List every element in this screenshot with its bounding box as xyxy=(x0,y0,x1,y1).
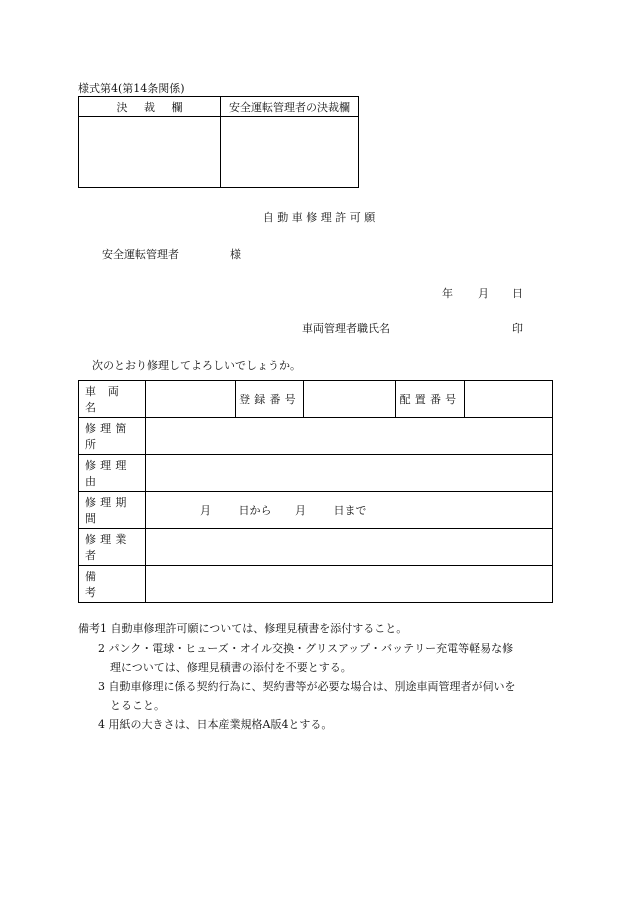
seal-mark: 印 xyxy=(512,322,523,335)
vehicle-name-label: 車 両 名 xyxy=(79,381,146,418)
remarks-field[interactable] xyxy=(146,566,553,603)
period-month-2: 月 xyxy=(295,504,306,517)
addressee: 安全運転管理者 xyxy=(102,248,179,261)
note-2-line-2: 理については、修理見積書の添付を不要とする。 xyxy=(110,661,352,674)
honorific: 様 xyxy=(230,248,241,261)
repair-form-table xyxy=(78,380,553,603)
note-3-line-1: 3 自動車修理に係る契約行為に、契約書等が必要な場合は、別途車両管理者が伺いを xyxy=(98,680,516,693)
vehicle-name-field[interactable] xyxy=(146,381,236,418)
table-row xyxy=(79,381,553,418)
applicant-label: 車両管理者職氏名 xyxy=(302,322,390,335)
repair-period-label: 修理期間 xyxy=(79,492,146,529)
remarks-label: 備 考 xyxy=(79,566,146,603)
table-row xyxy=(79,418,553,455)
note-3-line-2: とること。 xyxy=(110,699,165,712)
repair-location-label: 修理箇所 xyxy=(79,418,146,455)
date-month: 月 xyxy=(478,287,489,300)
repair-vendor-field[interactable] xyxy=(146,529,553,566)
repair-reason-label: 修理理由 xyxy=(79,455,146,492)
period-month-1: 月 xyxy=(200,504,211,517)
note-2-line-1: 2 パンク・電球・ヒューズ・オイル交換・グリスアップ・バッテリー充電等軽易な修 xyxy=(98,642,514,655)
repair-period-field[interactable] xyxy=(146,492,553,529)
approval-col2-header: 安全運転管理者の決裁欄 xyxy=(229,101,350,114)
period-from: 日から xyxy=(238,504,272,517)
registration-number-label: 登録番号 xyxy=(236,381,304,418)
placement-number-label: 配置番号 xyxy=(396,381,465,418)
note-4: 4 用紙の大きさは、日本産業規格A版4とする。 xyxy=(98,718,333,731)
registration-number-field[interactable] xyxy=(304,381,396,418)
period-until: 日まで xyxy=(333,504,367,517)
approval-col1-header: 決裁欄 xyxy=(116,101,199,114)
table-row xyxy=(79,455,553,492)
form-number: 様式第4(第14条関係) xyxy=(78,82,185,95)
repair-location-field[interactable] xyxy=(146,418,553,455)
repair-vendor-label: 修理業者 xyxy=(79,529,146,566)
intro-text: 次のとおり修理してよろしいでしょうか。 xyxy=(92,359,301,372)
date-year: 年 xyxy=(442,287,453,300)
page-title: 自 動 車 修 理 許 可 願 xyxy=(262,211,376,224)
repair-reason-field[interactable] xyxy=(146,455,553,492)
table-row xyxy=(79,492,553,529)
date-day: 日 xyxy=(512,287,523,300)
note-1: 備考1 自動車修理許可願については、修理見積書を添付すること。 xyxy=(78,622,408,635)
approval-box xyxy=(78,96,359,188)
table-row xyxy=(79,566,553,603)
table-row xyxy=(79,529,553,566)
placement-number-field[interactable] xyxy=(465,381,553,418)
